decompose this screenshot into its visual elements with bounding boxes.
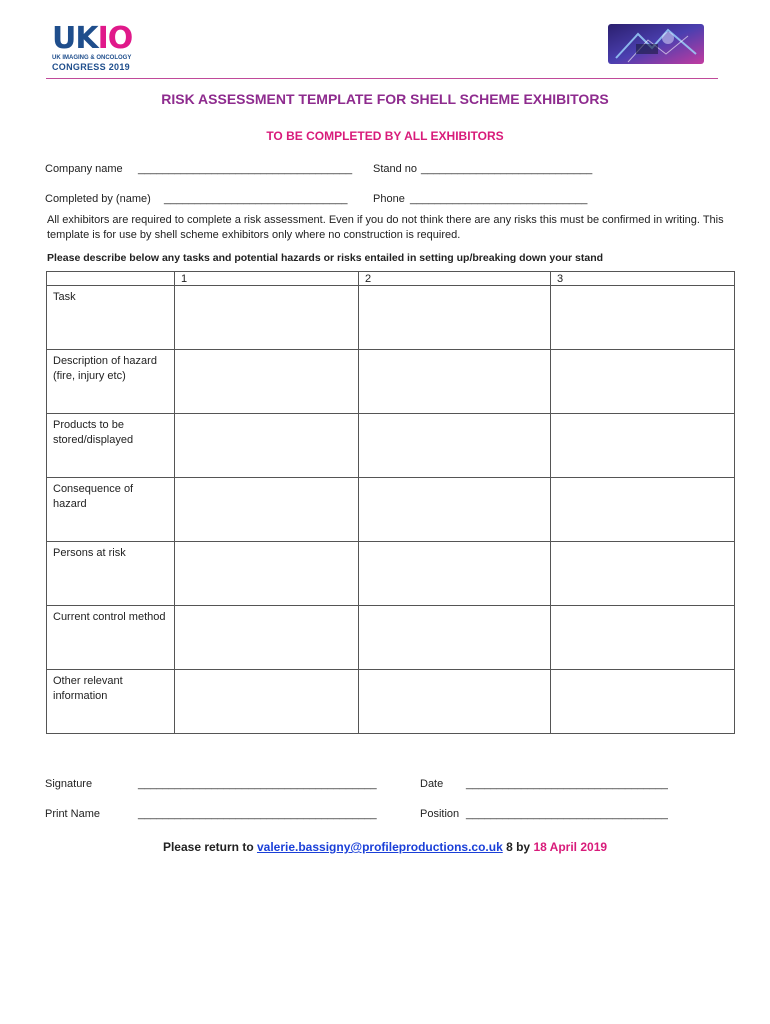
table-cell[interactable]	[551, 350, 735, 414]
company-name-field[interactable]: ___________________________________	[138, 163, 353, 175]
deadline-date: 18 April 2019	[533, 840, 608, 854]
logo-congress: CONGRESS 2019	[52, 62, 130, 72]
banner-graphic-icon	[608, 24, 704, 64]
signature-label: Signature	[45, 778, 93, 790]
table-row	[47, 670, 735, 734]
column-header: 3	[551, 272, 735, 286]
table-cell[interactable]	[175, 478, 359, 542]
table-instruction: Please describe below any tasks and potential hazards or risks entailed in setting up/breaking down your stand	[47, 252, 604, 264]
logo-uk-text: UK	[52, 21, 98, 56]
date-label: Date	[420, 778, 444, 790]
table-cell[interactable]	[359, 286, 551, 350]
table-cell[interactable]	[175, 670, 359, 734]
table-cell[interactable]	[551, 670, 735, 734]
congress-logo	[52, 21, 133, 72]
table-cell[interactable]	[175, 414, 359, 478]
column-header: 1	[175, 272, 359, 286]
table-cell[interactable]	[175, 606, 359, 670]
return-instruction	[0, 840, 770, 854]
row-label: Task	[47, 286, 175, 350]
phone-field[interactable]: _____________________________	[410, 193, 588, 205]
print-name-field[interactable]: _______________________________________	[138, 808, 377, 820]
table-cell[interactable]	[551, 542, 735, 606]
header-banner-image	[608, 24, 704, 64]
table-row	[47, 286, 735, 350]
table-row	[47, 606, 735, 670]
table-row	[47, 478, 735, 542]
date-field[interactable]: _________________________________	[466, 778, 668, 790]
row-label: Current control method	[47, 606, 175, 670]
row-label: Persons at risk	[47, 542, 175, 606]
table-cell[interactable]	[551, 478, 735, 542]
completed-by-field[interactable]: ______________________________	[164, 193, 348, 205]
table-cell[interactable]	[175, 350, 359, 414]
document-title: RISK ASSESSMENT TEMPLATE FOR SHELL SCHEME EXHIBITORS	[161, 91, 609, 107]
return-middle: 8 by	[502, 840, 534, 854]
row-label: Consequence of hazard	[47, 478, 175, 542]
table-cell[interactable]	[359, 414, 551, 478]
table-cell[interactable]	[551, 286, 735, 350]
intro-paragraph: All exhibitors are required to complete a risk assessment. Even if you do not think there are any risks this must be confirmed in writing. This template is for use by shell scheme exhibitors only where no construction is required.	[47, 214, 724, 241]
print-name-label: Print Name	[45, 808, 101, 820]
table-cell[interactable]	[359, 542, 551, 606]
completed-by-label: Completed by (name)	[45, 193, 151, 205]
table-cell[interactable]	[359, 350, 551, 414]
table-cell[interactable]	[359, 670, 551, 734]
table-row	[47, 542, 735, 606]
row-label: Products to be stored/displayed	[47, 414, 175, 478]
document-subtitle: TO BE COMPLETED BY ALL EXHIBITORS	[266, 129, 504, 143]
company-name-label: Company name	[45, 163, 123, 175]
table-cell[interactable]	[551, 414, 735, 478]
row-label: Other relevant information	[47, 670, 175, 734]
phone-label: Phone	[373, 193, 405, 205]
stand-no-field[interactable]: ____________________________	[421, 163, 593, 175]
table-cell[interactable]	[359, 606, 551, 670]
table-row	[47, 350, 735, 414]
column-header: 2	[359, 272, 551, 286]
table-cell[interactable]	[359, 478, 551, 542]
table-header-row	[47, 272, 735, 286]
header-divider	[46, 78, 718, 79]
signature-field[interactable]: _______________________________________	[138, 778, 377, 790]
row-label: Description of hazard (fire, injury etc)	[47, 350, 175, 414]
table-row	[47, 414, 735, 478]
table-cell[interactable]	[175, 286, 359, 350]
table-cell[interactable]	[175, 542, 359, 606]
logo-subtitle: UK IMAGING & ONCOLOGY	[52, 55, 132, 61]
position-field[interactable]: _________________________________	[466, 808, 668, 820]
return-email-link[interactable]: valerie.bassigny@profileproductions.co.uk	[256, 840, 503, 854]
return-prefix: Please return to	[162, 840, 257, 854]
table-cell[interactable]	[551, 606, 735, 670]
risk-assessment-table	[46, 271, 735, 734]
column-header	[47, 272, 175, 286]
stand-no-label: Stand no	[373, 163, 418, 175]
logo-io-text: IO	[97, 21, 133, 56]
position-label: Position	[420, 808, 460, 820]
